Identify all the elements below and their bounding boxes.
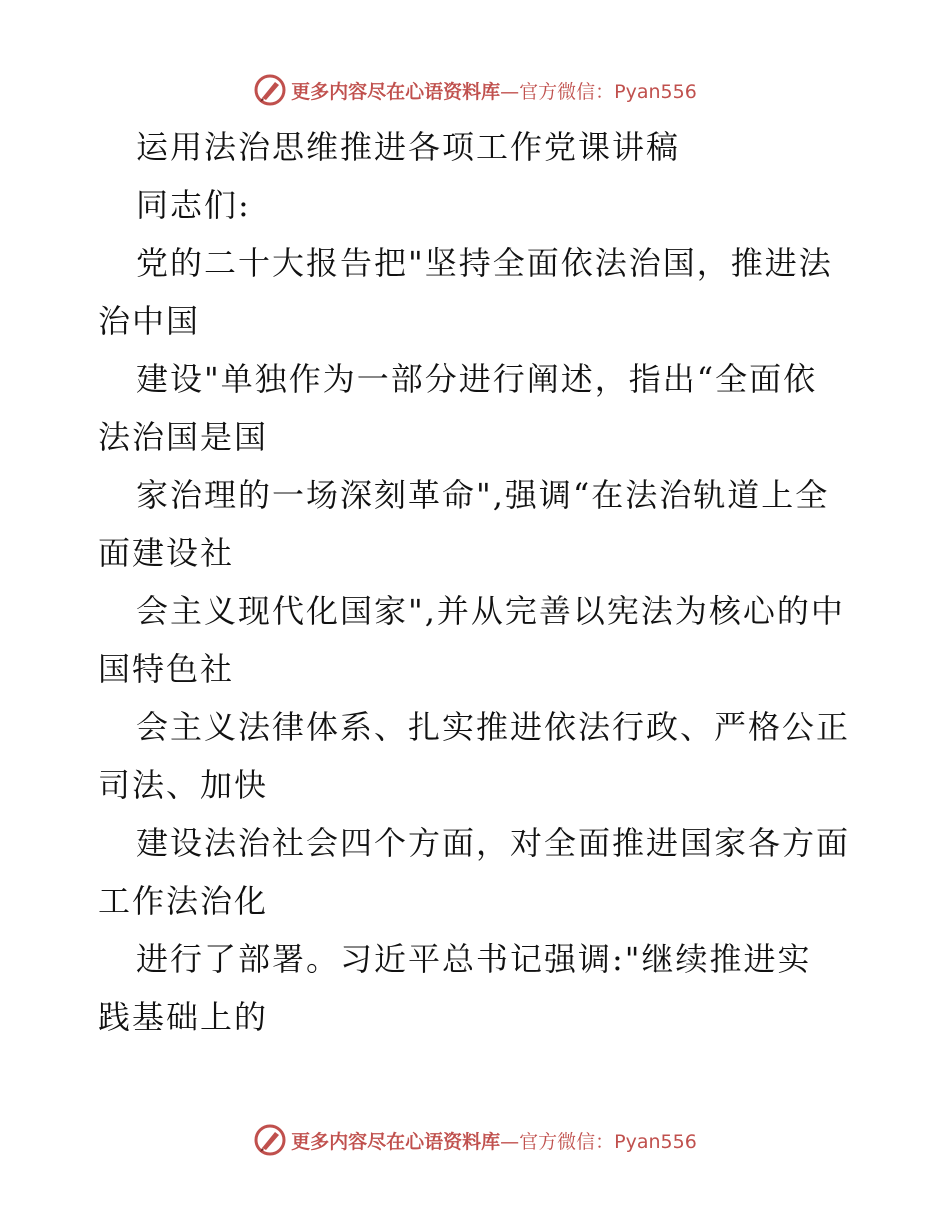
- footer-banner: [0, 1120, 950, 1160]
- text-line: 建设"单独作为一部分进行阐述，指出“全面依: [136, 360, 818, 398]
- text-line: 国特色社: [98, 650, 235, 688]
- document-body: [98, 118, 858, 1046]
- text-line: 党的二十大报告把"坚持全面依法治国，推进法: [136, 244, 833, 282]
- salutation: 同志们:: [136, 186, 251, 224]
- text-line: 面建设社: [98, 534, 235, 572]
- banner-main-text: 更多内容尽在心语资料库: [291, 80, 501, 103]
- text-line: 家治理的一场深刻革命",强调“在法治轨道上全: [136, 476, 830, 514]
- document-title: 运用法治思维推进各项工作党课讲稿: [136, 128, 681, 166]
- text-line: 践基础上的: [98, 998, 269, 1036]
- pen-logo-icon: [253, 1123, 287, 1157]
- text-line: 进行了部署。习近平总书记强调:"继续推进实: [136, 940, 812, 978]
- text-line: 司法、加快: [98, 766, 269, 804]
- text-line: 治中国: [98, 302, 201, 340]
- banner-main-text: 更多内容尽在心语资料库: [291, 1130, 501, 1153]
- banner-sub-text: —官方微信：Pyan556: [500, 80, 697, 103]
- text-line: 会主义现代化国家",并从完善以宪法为核心的中: [136, 592, 845, 630]
- text-line: 法治国是国: [98, 418, 269, 456]
- pen-logo-icon: [253, 73, 287, 107]
- text-line: 工作法治化: [98, 882, 269, 920]
- text-line: 会主义法律体系、扎实推进依法行政、严格公正: [136, 708, 851, 746]
- text-line: 建设法治社会四个方面，对全面推进国家各方面: [136, 824, 851, 862]
- banner-sub-text: —官方微信：Pyan556: [500, 1130, 697, 1153]
- header-banner: [0, 70, 950, 110]
